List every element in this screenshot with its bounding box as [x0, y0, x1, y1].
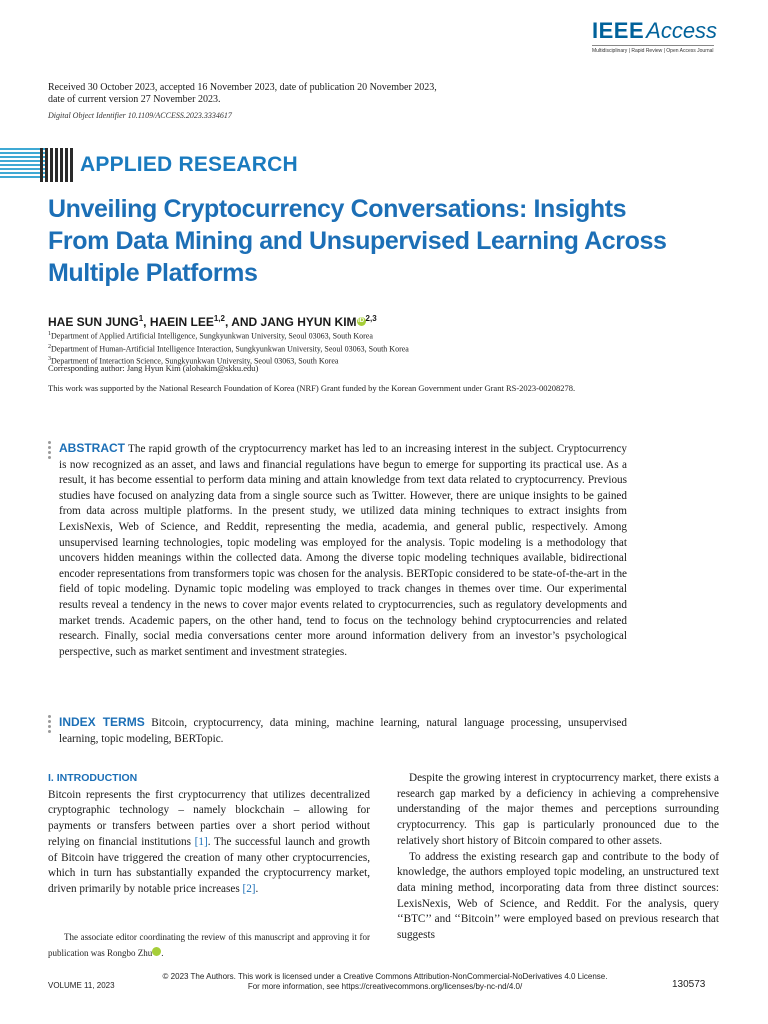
license-line-1: © 2023 The Authors. This work is licensed under a Creative Commons Attribution-NonCommercial-NoDerivatives 4.0 License. [162, 972, 608, 981]
author-2: HAEIN LEE [149, 315, 214, 329]
intro-right-paragraph-1: Despite the growing interest in cryptocurrency market, there exists a research gap marked by a deficiency in achieving a comprehensive understanding of the major themes and perceptions surrounding cryptocurrency. This gap is particularly pronounced due to the relatively short history of Bitcoin compared to other assets. [397, 772, 719, 847]
article-type-label: APPLIED RESEARCH [80, 153, 298, 176]
index-terms-text: Bitcoin, cryptocurrency, data mining, machine learning, natural language processing, unsupervised learning, topic modeling, BERTopic. [59, 717, 627, 745]
intro-paragraph-1 [48, 788, 370, 898]
pub-dates-line2: date of current version 27 November 2023. [48, 94, 221, 105]
author-3-affil: 2,3 [365, 314, 377, 323]
affiliation-num: 2 [48, 343, 51, 350]
author-separator: , [224, 315, 232, 329]
license-notice [150, 972, 620, 992]
affiliation-1 [48, 329, 409, 342]
intro-text: . [255, 882, 259, 895]
abstract-label: ABSTRACT [59, 441, 125, 455]
author-1: HAE SUN JUNG [48, 315, 139, 329]
section-heading-introduction: I. INTRODUCTION [48, 772, 138, 784]
author-3: AND JANG HYUN KIM [231, 315, 357, 329]
index-terms-dots-decoration [48, 715, 52, 735]
intro-left-column [48, 771, 370, 898]
footnote-end: . [161, 948, 164, 958]
pub-dates-line1: Received 30 October 2023, accepted 16 November 2023, date of publication 20 November 2023, [48, 82, 437, 93]
affiliation-text: Department of Interaction Science, Sungkyunkwan University, Seoul 03063, South Korea [51, 356, 339, 366]
author-list [48, 314, 377, 329]
funding-statement: This work was supported by the National Research Foundation of Korea (NRF) Grant funded by the Korean Government under Grant RS-2023-00208278. [48, 383, 576, 393]
intro-text: . The successful launch and growth of Bitcoin have triggered the creation of many other cryptocurrencies, which in turn has substantially expanded the cryptocurrency market, driven primarily by notable price increases [48, 835, 370, 895]
index-terms-label: INDEX TERMS [59, 715, 145, 729]
corresponding-author: Corresponding author: Jang Hyun Kim (alohakim@skku.edu) [48, 363, 259, 373]
logo-rule [592, 45, 714, 46]
logo-access: Access [646, 18, 718, 43]
affiliation-num: 3 [48, 356, 51, 363]
intro-right-column [397, 771, 719, 944]
banner-bars-decoration [40, 148, 76, 182]
volume-label: VOLUME 11, 2023 [48, 981, 115, 990]
logo-tagline: Multidisciplinary | Rapid Review | Open Access Journal [592, 48, 714, 54]
author-separator: , [143, 315, 150, 329]
abstract [59, 441, 627, 660]
orcid-icon[interactable]: iD [152, 947, 161, 956]
orcid-icon[interactable]: iD [358, 318, 365, 324]
affiliations [48, 329, 409, 367]
author-2-affil: 1,2 [213, 314, 225, 323]
editor-footnote [48, 929, 370, 961]
paper-title: Unveiling Cryptocurrency Conversations: Insights From Data Mining and Unsupervised Learning Across Multiple Platforms [48, 195, 667, 287]
affiliation-2 [48, 342, 409, 355]
footnote-text: The associate editor coordinating the review of this manuscript and approving it for publication was Rongbo Zhu [48, 932, 370, 958]
abstract-text: The rapid growth of the cryptocurrency market has led to an increasing interest in the subject. Cryptocurrency is now recognized as an asset, and laws and financial regulations have begun to emerge for supporting its practical use. As a result, it has become essential to perform data mining and attain knowledge from text data related to cryptocurrency. Previous studies have focused on analyzing data from a single source such as Twitter. However, there are unique insights to be gained from data across multiple platforms. In the present study, we utilized data mining techniques to extract insights from LexisNexis, Web of Science, and Reddit, representing the media, academia, and general public, respectively. Among unsupervised learning technologies, topic modeling was employed for the analysis. Topic modeling is a methodology that uncovers hidden meanings within the collected data. Among the diverse topic modeling techniques available, bidirectional encoder representations from transformers topic was chosen for the analysis. BERTopic considered to be state-of-the-art in the field of topic modeling. Dynamic topic modeling was employed to track changes in themes over time. Our experimental results reveal a tendency in the news to cover major events related to cryptocurrencies, such as regulatory developments and market trends. Academic papers, on the other hand, tend to focus on the technology behind cryptocurrencies and related research. Finally, social media conversations center more around information delivery from an investor’s psychological perspective, such as market sentiment and investment strategies. [59, 443, 627, 658]
intro-right-paragraph-2: To address the existing research gap and contribute to the body of knowledge, the authors employed topic modeling, an unstructured text data mining method, incorporating data from three distinct sources: LexisNexis, Web of Science, and Reddit. For the analysis, query ‘‘BTC’’ and ‘‘Bitcoin’’ were employed based on previous research that suggests [397, 850, 719, 942]
index-terms [59, 715, 627, 747]
logo-wordmark [592, 20, 722, 42]
affiliation-text: Department of Applied Artificial Intelligence, Sungkyunkwan University, Seoul 03063, South Korea [51, 331, 373, 341]
page-number: 130573 [672, 979, 706, 990]
doi: Digital Object Identifier 10.1109/ACCESS.2023.3334617 [48, 111, 232, 120]
affiliation-num: 1 [48, 331, 51, 337]
citation-link-2[interactable]: [2] [242, 882, 256, 895]
citation-link-1[interactable]: [1] [194, 835, 208, 848]
author-1-affil: 1 [138, 314, 144, 323]
publication-info [48, 82, 488, 106]
intro-text: Bitcoin represents the first cryptocurrency that utilizes decentralized cryptographic technology – namely blockchain – allowing for payments or transfers between parties over a short period without relying on financial institutions [48, 788, 370, 848]
affiliation-text: Department of Human-Artificial Intelligence Interaction, Sungkyunkwan University, Seoul 03063, South Korea [51, 344, 409, 354]
ieee-access-logo [592, 20, 722, 56]
logo-ieee: IEEE [592, 18, 645, 43]
abstract-dots-decoration [48, 441, 52, 461]
license-line-2[interactable]: For more information, see https://creativecommons.org/licenses/by-nc-nd/4.0/ [247, 982, 523, 991]
